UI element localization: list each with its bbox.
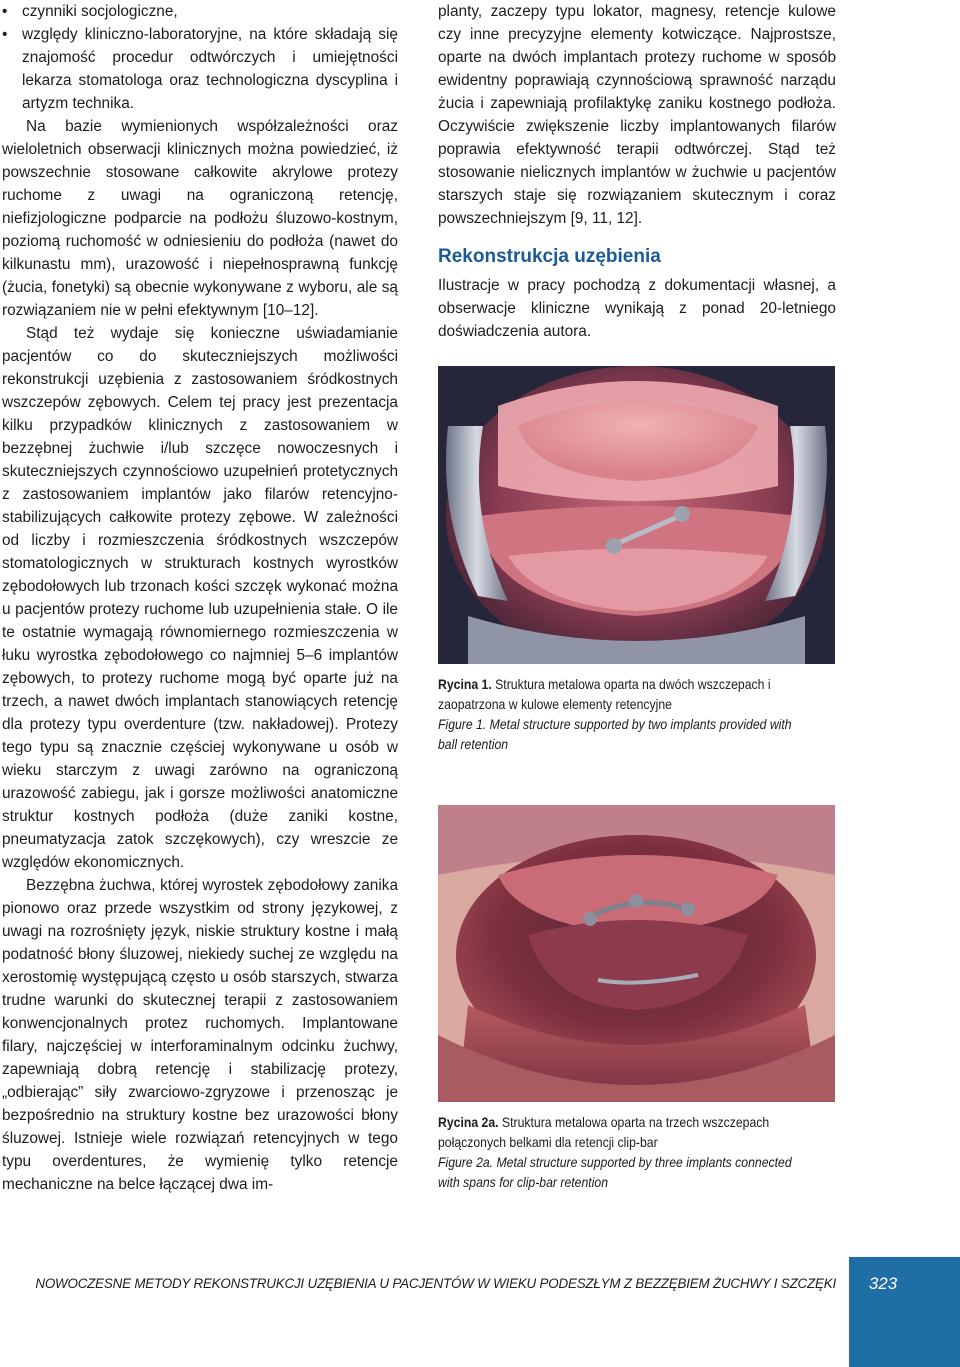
figure-label: Rycina 2a. (438, 1115, 499, 1130)
left-column (2, 0, 398, 1196)
body-paragraph: Na bazie wymienionych współzależności oraz wieloletnich obserwacji klinicznych można powiedzieć, iż powszechnie stosowane całkowite akrylowe protezy ruchome z uwagi na ograniczoną retencję, niefizjologiczne podparcie na podłożu śluzowo-kostnym, poziomą ruchomość w odniesieniu do podłoża (nawet do kilkunastu mm), urazowość i niepełnosprawną funkcję (żucia, fonetyki) są obecnie wykonywane z wyboru, ale są rozwiązaniem nie w pełni efektywnym [10–12]. (2, 118, 398, 319)
figure-1-caption (438, 675, 798, 755)
right-column (438, 0, 836, 230)
section-heading: Rekonstrukcja uzębienia (438, 246, 661, 267)
page-number-box (849, 1257, 960, 1367)
caption-polish: Struktura metalowa oparta na dwóch wszczepach i zaopatrzona w kulowe elementy retencyjne (438, 677, 771, 712)
bullet-item: • względy kliniczno-laboratoryjne, na które składają się znajomość procedur odtwórczych i umiejętności lekarza stomatologa oraz technologiczna dyscyplina i artyzm technika. (2, 23, 398, 115)
caption-english: Figure 1. Metal structure supported by two implants provided with ball retention (438, 717, 792, 752)
page-number: 323 (868, 1274, 898, 1293)
intro-paragraph: Ilustracje w pracy pochodzą z dokumentacji własnej, a obserwacje kliniczne wynikają z ponad 20-letniego doświadczenia autora. (438, 277, 836, 340)
figure-1-photo (438, 366, 835, 664)
body-paragraph-continuation: planty, zaczepy typu lokator, magnesy, retencje kulowe czy inne precyzyjne elementy kotwiczące. Najprostsze, oparte na dwóch implantach protezy ruchome w sposób ewidentny poprawiają czynnościową sprawność narządu żucia i zapewniają profilaktykę zaniku kostnego podłoża. Oczywiście zwiększenie liczby implantowanych filarów poprawia efektywność terapii odtwórczej. Stąd też stosowanie nielicznych implantów w żuchwie u pacjentów starszych staje się rozwiązaniem skutecznym i coraz powszechniejszym [9, 11, 12]. (438, 3, 836, 227)
figure-2a-caption (438, 1113, 798, 1193)
body-paragraph: Bezzębna żuchwa, której wyrostek zębodołowy zanika pionowo oraz przede wszystkim od strony językowej, z uwagi na rozrośnięty język, niskie struktury kostne i małą podatność błony śluzowej, niekiedy suchej ze względu na xerostomię występującą często u osób starszych, stwarza trudne warunki do skutecznej terapii z zastosowaniem konwencjonalnych protez ruchomych. Implantowane filary, najczęściej w interforaminalnym odcinku żuchwy, zapewniają dobrą retencję i stabilizację protezy, „odbierając” siły zwarciowo-zgryzowe i przenosząc je bezpośrednio na struktury kostne bez urazowości błony śluzowej. Istnieje wiele rozwiązań retencyjnych w tego typu overdentures, że wymienię tylko retencje mechaniczne na belce łączącej dwa im- (2, 877, 398, 1193)
caption-english: Figure 2a. Metal structure supported by three implants connected with spans for clip-bar retention (438, 1155, 792, 1190)
figure-label: Rycina 1. (438, 677, 492, 692)
running-footer-title: NOWOCZESNE METODY REKONSTRUKCJI UZĘBIENIA U PACJENTÓW W WIEKU PODESZŁYM Z BEZZĘBIEM ŻUCHWY I SZCZĘKI (35, 1276, 836, 1291)
body-paragraph: Stąd też wydaje się konieczne uświadamianie pacjentów co do skuteczniejszych możliwości rekonstrukcji uzębienia z zastosowaniem śródkostnych wszczepów zębowych. Celem tej pracy jest prezentacja kilku przypadków klinicznych z zastosowaniem w bezzębnej żuchwie i/lub szczęce nowoczesnych i skuteczniejszych czynnościowo uzupełnień protetycznych z zastosowaniem implantów jako filarów retencyjno-stabilizujących całkowite protezy zębowe. W zależności od liczby i rozmieszczenia śródkostnych wszczepów stomatologicznych w strukturach kostnych wyrostków zębodołowych lub trzonach kości szczęk wykonać można u pacjentów protezy ruchome lub uzupełnienia stałe. O ile te ostatnie wymagają równomiernego rozmieszczenia w łuku wyrostka zębodołowego co najmniej 5–6 implantów zębowych, to protezy ruchome mogą być oparte już na trzech, a nawet dwóch implantach stanowiących retencję dla protezy typu overdenture (tzw. nakładowej). Protezy tego typu są znacznie częściej wykonywane u osób w wieku starczym z uwagi zarówno na ograniczoną urazowość zabiegu, jak i gorsze możliwości anatomiczne struktur kostnych podłoża (duże zaniki kostne, pneumatyzacja zatok szczękowych), czy wreszcie ze względów ekonomicznych. (2, 325, 398, 871)
figure-2a-photo (438, 805, 835, 1102)
caption-polish: Struktura metalowa oparta na trzech wszczepach połączonych belkami dla retencji clip-bar (438, 1115, 770, 1150)
bullet-list (2, 0, 398, 115)
bullet-item: • czynniki socjologiczne, (2, 0, 398, 23)
